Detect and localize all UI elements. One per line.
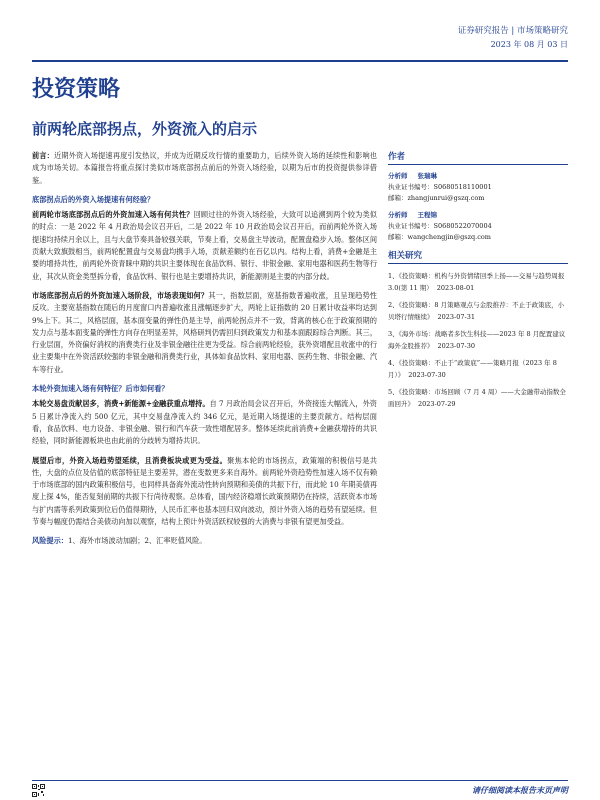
section-body-4: 聚焦本轮的市场拐点，政策端的积极信号是共性，大盘的点位及估值的底部特征是主要差异，潜在变数更多来自海外。前两轮外资趋势性加速入场不仅有赖于市场底部的国内政策积极信号，也同样具备海外流动性转向预期和美债的共振下行，而此轮 10 年期美债再度上探 4%，能否复刻前期的共振下行尚待观察。总体看，国内经济稳增长政策预期仍在持续，活跃资本市场与扩内需等系列政策到位后仍值得期待，人民币汇率也基本回归双向波动，预计外资入场的趋势有望延续。但节奏与幅度仍需结合美债动向加以观察，结构上预计外资活跃权较强的大消费与非银有望更加受益。: [32, 455, 378, 527]
intro-text: 近期外资入场提速再度引发热议，并成为近期反攻行情的重要助力，后续外资入场的延续性和影响也成为市场关切。本篇报告将重点探讨类似市场底部拐点前后的外资入场经验，以期为后市的投资提供参详借鉴。: [32, 151, 377, 185]
risk-text: 1、海外市场波动加剧；2、汇率贬值风险。: [67, 536, 207, 546]
section-lead-1: 前两轮市场底部拐点后的外资加速入场有何共性？: [32, 210, 194, 220]
cert-label: 执业证书编号：: [388, 183, 434, 191]
sidebar: [388, 150, 568, 415]
related-item[interactable]: 3、《海外市场：战略者多饮生科技——2023 年 8 月配置建议海外金股推荐》 2023-07-30: [388, 330, 566, 350]
section-lead-2: 市场底部拐点后的外资加速入场阶段，市场表现如何？: [32, 290, 209, 300]
analyst-email[interactable]: zhangjunrui@gszq.com: [407, 194, 485, 202]
email-label: 邮箱：: [388, 194, 408, 202]
email-label: 邮箱：: [388, 233, 408, 241]
section-heading-1: 底部拐点后的外资入场提速有何经验？: [32, 194, 155, 204]
analyst-role: 分析师: [388, 172, 408, 180]
footer-disclaimer: 请仔细阅读本报告末页声明: [472, 785, 568, 795]
cert-number: S0680518110001: [433, 183, 492, 191]
section-paragraph-4: [32, 455, 377, 529]
related-title: 相关研究: [388, 249, 568, 264]
analyst-role: 分析师: [388, 211, 408, 219]
section-body-1: 回顾过往的外资入场经验，大致可以追溯到两个较为类似的时点：一是 2022 年 4 月政治局会议召开后，二是 2022 年 10 月政治局会议召开后，而前两轮外资入场提速均持续月余以上，且与大盘节奏具备较强关联，节奏上看，交易盘主导波动，配置盘稳步入场。整体区间贡献大致旗鼓相当，前两轮配置盘与交易盘均携手入场，贡献差额约在百亿以内。结构上看，消费+金融是主要的增持共性，前两轮外资青睐中期的共识主要体现在食品饮料、银行、非银金融、家用电器和医药生物等行业，其次从资金类型拆分看，食品饮料、银行也是主要增持共识，新能源则是主要的内部分歧。: [32, 210, 378, 281]
qr-code-icon: [32, 784, 45, 797]
related-item[interactable]: 5、《投资策略：市场回顾（7 月 4 周）——大金融带动指数全面回升》 2023-07-29: [388, 388, 566, 408]
risk-paragraph: [32, 535, 377, 547]
related-date: 2023-07-30: [437, 342, 475, 350]
report-category: 证券研究报告 | 市场策略研究: [457, 26, 568, 36]
section-body-3: 自 7 月政治局会议召开后，外资接连大幅流入，外资 5 日累计净流入约 500 亿元，其中交易盘净流入约 346 亿元，是近期入场提速的主要贡献方。结构层面看，食品饮料、电力设备、非银金融、银行和汽车获一致性增配居多。整体延续此前消费+金融获增持的共识经验，同时新能源板块也由此前的分歧转为增持共识。: [32, 399, 377, 446]
section-lead-4: 展望后市，外资入场趋势望延续，且消费板块或更为受益。: [32, 455, 228, 465]
section-lead-3: 本轮交易盘贡献居多，消费+新能源+金融获重点增持。: [32, 399, 210, 409]
footer-rule: [32, 780, 568, 781]
related-date: 2023-07-31: [437, 313, 475, 321]
analyst-name: 张瑞琳: [417, 172, 437, 180]
report-header: [458, 24, 568, 52]
header-rule: [32, 60, 568, 62]
intro-label: 前言：: [32, 151, 55, 160]
related-list: [388, 270, 568, 410]
related-item[interactable]: 1、《投资策略：机构与外资情绪回季上扬——交易与趋势周报 3.0(第 11 期） 2023-08-01: [388, 272, 565, 292]
related-date: 2023-08-01: [436, 284, 475, 292]
cert-label: 执业证书编号：: [388, 222, 434, 230]
brand-title: 投资策略: [32, 76, 121, 102]
section-body-2: 其一，指数层面，宽基指数普遍收涨，且呈现趋势性反攻。主要宽基指数在随后的月度窗口内普遍收涨且涨幅逐步扩大，两轮上证指数的 20 日累计收益率均达到 9%上下。其二，风格层面，基本面变量的弹性仍是主导，前两轮拐点并不一致，背离的核心在于政策预期的发力点与基本面变量的弹性方向存在明显差异，风格研判仍需回归到政策发力和基本面跟踪综合判断。其三，行业层面，外资偏好消权的消费类行业及非银金融往往更为受益。综合前两轮经验，获外资增配且收涨中的行业主要集中在外资活跃较强的非银金融和消费类行业，具体如食品饮料、家用电器、医药生物、非银金融、汽车等行业。: [32, 290, 378, 374]
related-item[interactable]: 2、《投资策略：8 月策略观点与金股推荐：不止于政策底，小贝塔行情继续》 2023-07-31: [388, 301, 565, 321]
risk-label: 风险提示：: [32, 536, 68, 546]
intro-paragraph: [32, 150, 377, 187]
page-title: 前两轮底部拐点，外资流入的启示: [32, 120, 258, 138]
section-paragraph-2: [32, 290, 377, 376]
analyst-email[interactable]: wangchengjin@gszq.com: [407, 233, 491, 241]
report-date: 2023 年 08 月 03 日: [490, 40, 568, 49]
main-body: [32, 150, 377, 555]
authors-title: 作者: [388, 150, 568, 165]
analyst-name: 王程锦: [417, 211, 437, 219]
related-date: 2023-07-29: [418, 400, 456, 408]
section-paragraph-1: [32, 209, 377, 283]
section-heading-3: 本轮外资加速入场有何特征？后市如何看？: [32, 384, 169, 394]
section-paragraph-3: [32, 398, 377, 447]
analyst-card: [388, 210, 568, 243]
related-item[interactable]: 4、《投资策略：不止于“政策底”——策略月报（2023 年 8 月）》 2023-07-30: [388, 359, 557, 379]
analyst-card: [388, 171, 568, 204]
cert-number: S0680522070004: [433, 222, 492, 230]
related-date: 2023-07-30: [408, 371, 446, 379]
